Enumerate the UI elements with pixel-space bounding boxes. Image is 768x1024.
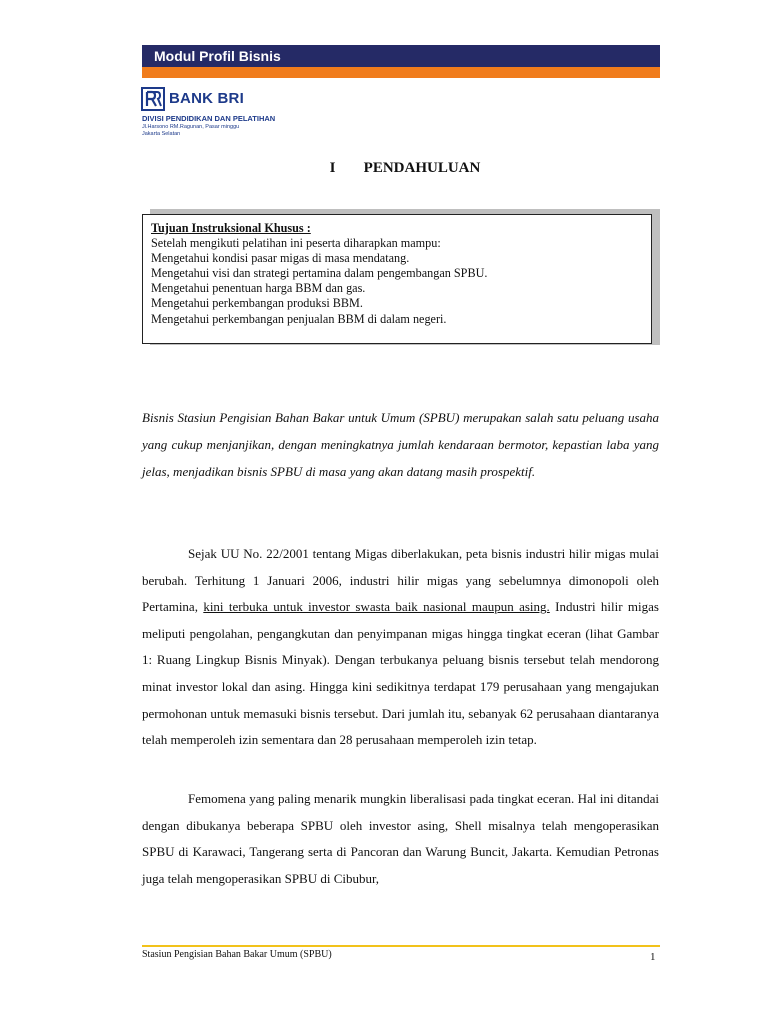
bri-logo-icon: [141, 87, 165, 111]
bank-logo-block: [141, 87, 341, 147]
address-line-2: Jakarta Selatan: [142, 131, 181, 137]
objective-item: Mengetahui kondisi pasar migas di masa mendatang.: [151, 251, 410, 266]
chapter-title: PENDAHULUAN: [363, 160, 481, 176]
header-orange-stripe: [142, 67, 660, 78]
paragraph-1-underlined-text: kini terbuka untuk investor swasta baik nasional maupun asing.: [203, 599, 550, 615]
bank-name: BANK BRI: [169, 90, 244, 107]
objective-item: Mengetahui perkembangan penjualan BBM di dalam negeri.: [151, 311, 447, 326]
address: [142, 124, 239, 138]
objective-item: Mengetahui visi dan strategi pertamina dalam pengembangan SPBU.: [151, 266, 488, 281]
page-number: 1: [650, 951, 656, 963]
objectives-title: Tujuan Instruksional Khusus :: [151, 221, 311, 235]
division-name: DIVISI PENDIDIKAN DAN PELATIHAN: [142, 114, 276, 123]
footer-title: Stasiun Pengisian Bahan Bakar Umum (SPBU): [142, 949, 332, 960]
chapter-number: I: [329, 160, 336, 176]
objectives-box: [142, 214, 652, 344]
objectives-intro: Setelah mengikuti pelatihan ini peserta diharapkan mampu:: [151, 236, 441, 251]
footer-rule: [142, 945, 660, 947]
body-paragraph-2: Femomena yang paling menarik mungkin liberalisasi pada tingkat eceran. Hal ini ditandai dengan dibukanya beberapa SPBU oleh investor asing, Shell misalnya telah mengoperasikan SPBU di Karawaci, Tangerang serta di Pancoran dan Warung Buncit, Jakarta. Kemudian Petronas juga telah mengoperasikan SPBU di Cibubur,: [142, 791, 659, 886]
paragraph-1-text-a: Sejak UU No. 22/2001 tentang Migas diberlakukan, peta bisnis industri hilir migas mulai berubah. Terhitung 1 Januari 2006, industri hilir migas yang sebelumnya dimonopoli oleh Pertamina,: [142, 546, 659, 615]
intro-paragraph: Bisnis Stasiun Pengisian Bahan Bakar untuk Umum (SPBU) merupakan salah satu peluang usaha yang cukup menjanjikan, dengan meningkatnya jumlah kendaraan bermotor, kepastian laba yang jelas, menjadikan bisnis SPBU di masa yang akan datang masih prospektif.: [142, 410, 659, 479]
body-paragraph-1: [142, 541, 659, 754]
address-line-1: Jl.Harsono RM.Ragunan, Pasar minggu: [142, 124, 240, 130]
objective-item: Mengetahui perkembangan produksi BBM.: [151, 296, 363, 311]
paragraph-1-text-b: Industri hilir migas meliputi pengolahan, pengangkutan dan penyimpanan migas hingga tingkat eceran (lihat Gambar 1: Ruang Lingkup Bisnis Minyak). Dengan terbukanya peluang bisnis tersebut telah mendorong minat investor lokal dan asing. Hingga kini sedikitnya terdapat 179 perusahaan yang mengajukan permohonan untuk memasuki bisnis tersebut. Dari jumlah itu, sebanyak 62 perusahaan diantaranya telah memperoleh izin sementara dan 28 perusahaan memperoleh izin tetap.: [142, 599, 659, 748]
objective-item: Mengetahui penentuan harga BBM dan gas.: [151, 281, 366, 296]
chapter-heading: [0, 160, 768, 177]
module-title-banner: Modul Profil Bisnis: [142, 45, 660, 67]
